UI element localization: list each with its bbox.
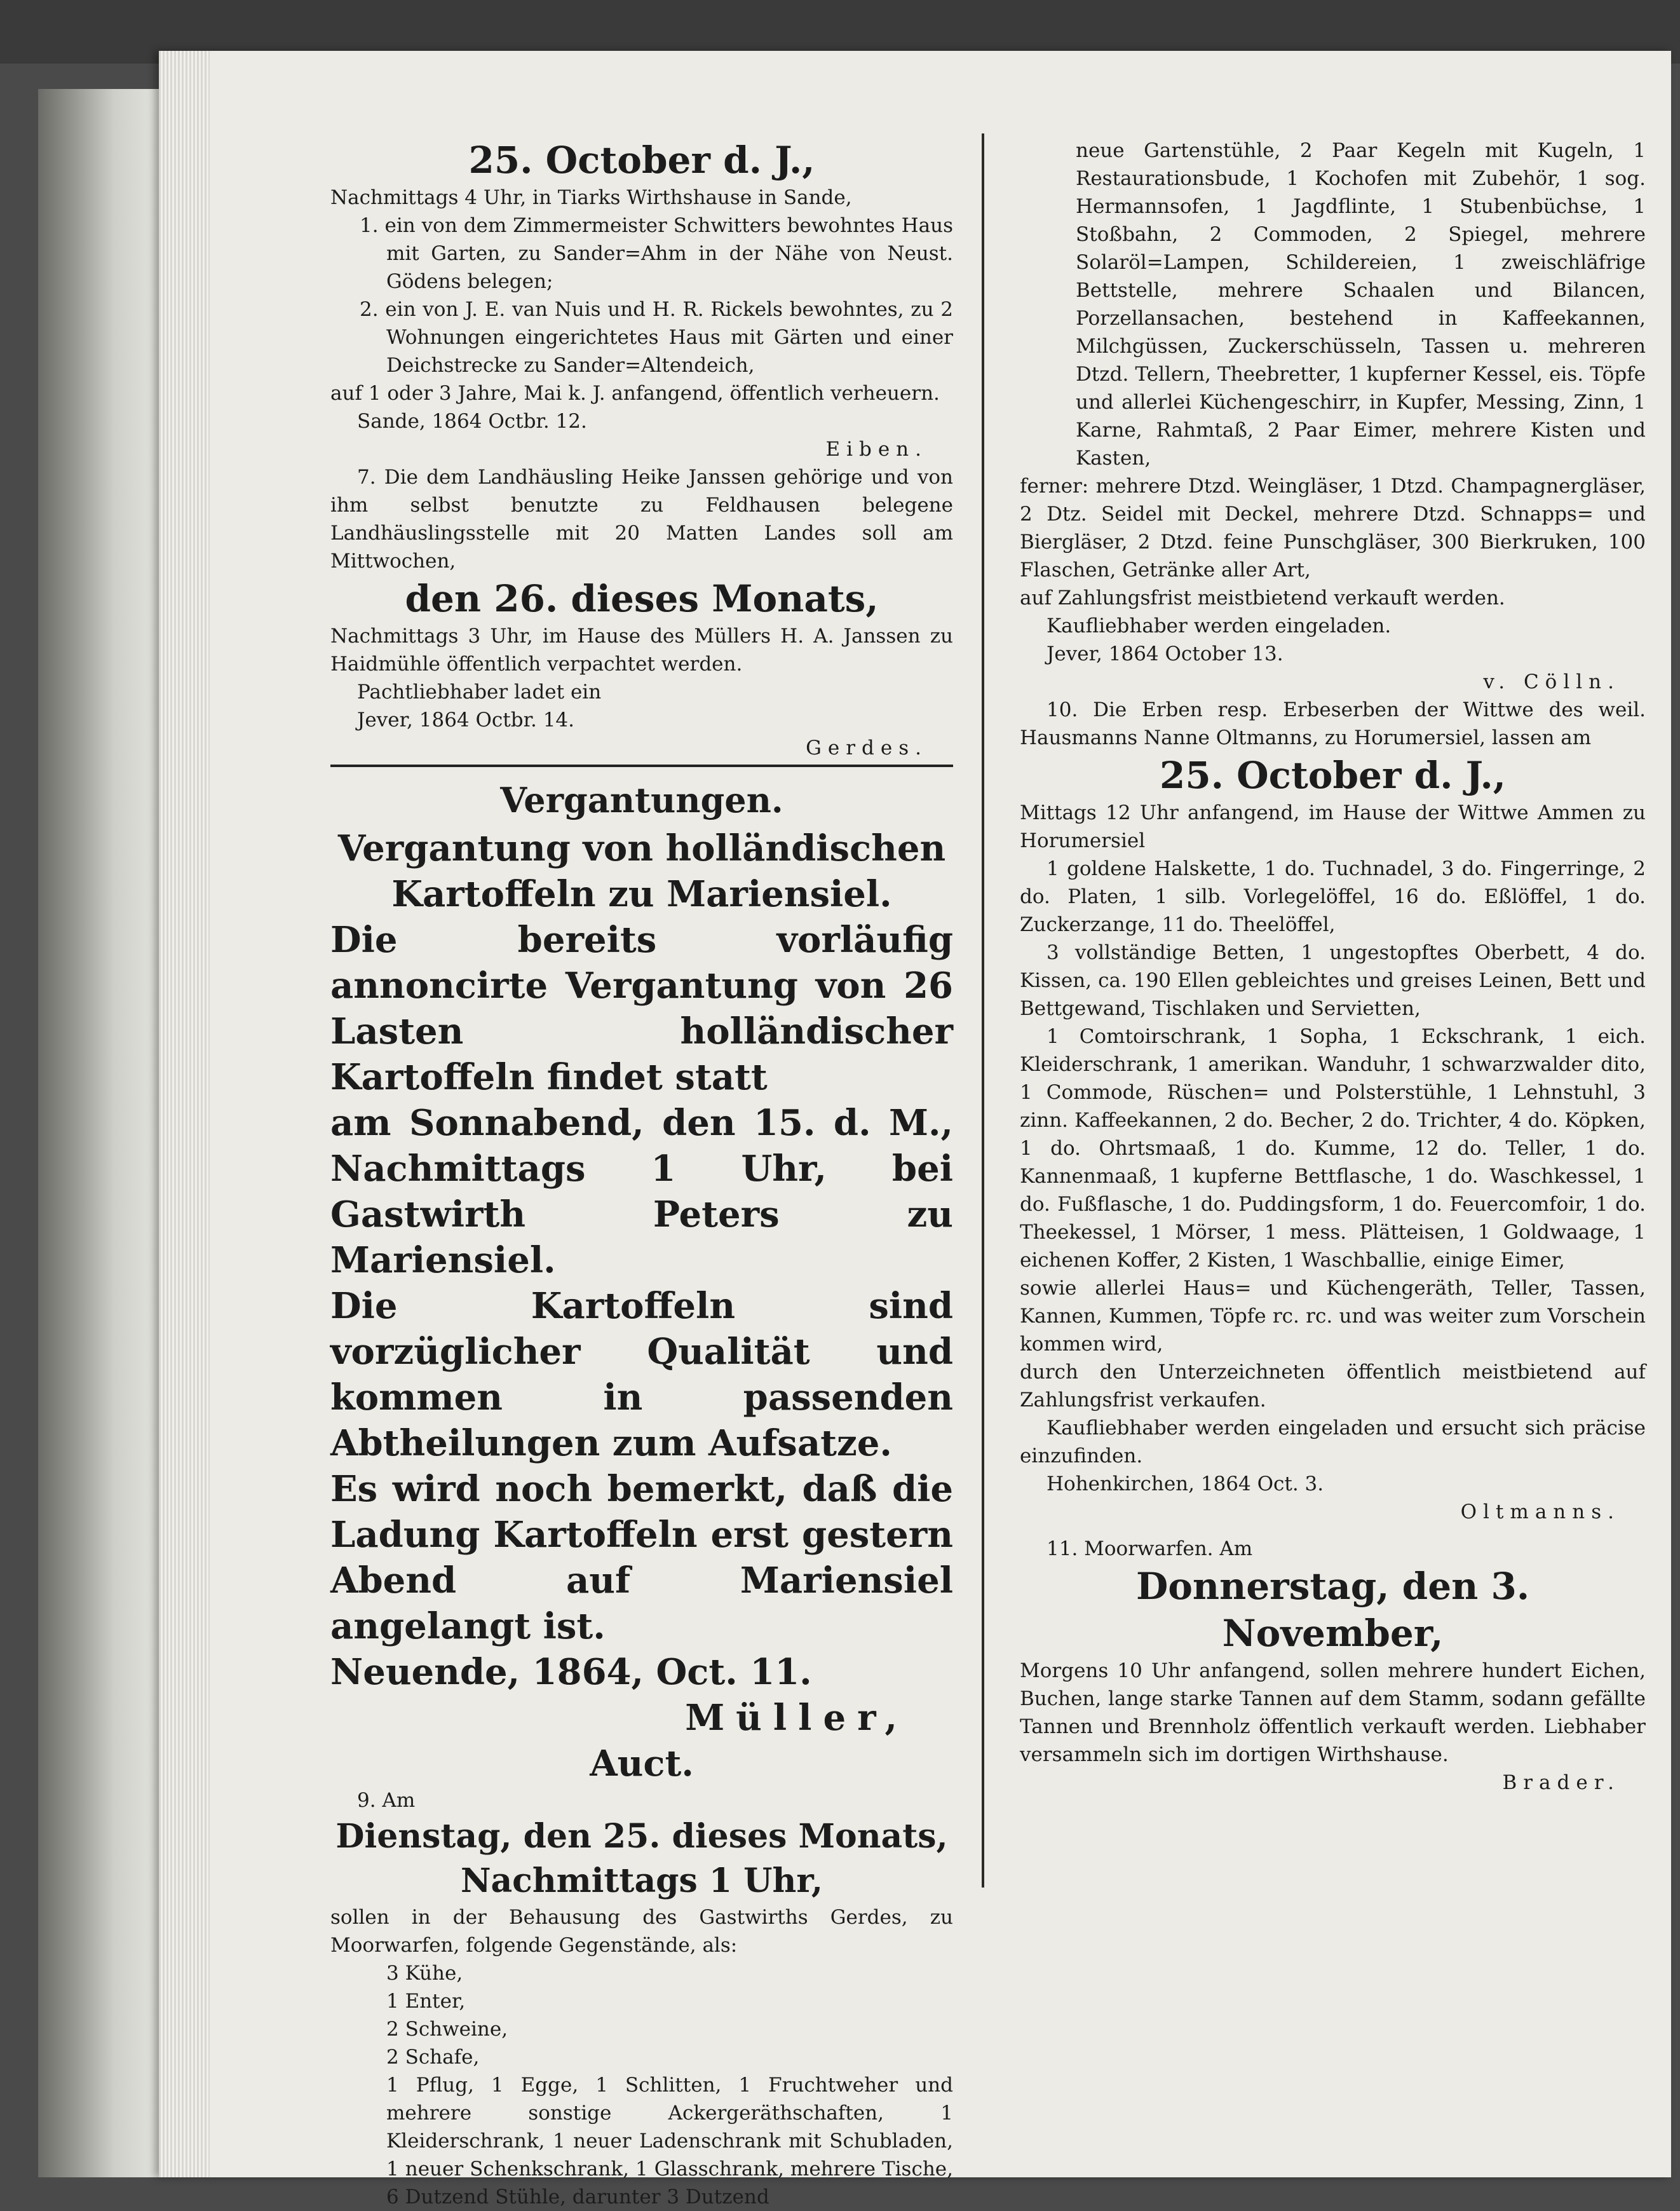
notice-7-invite: Pachtliebhaber ladet ein	[357, 681, 602, 704]
notice-date: Sande, 1864 Octbr. 12.	[357, 410, 587, 433]
right-column	[1020, 137, 1646, 1797]
ad-body-4: Es wird noch bemerkt, daß die Ladung Kartoffeln erst gestern Abend auf Mariensiel angelangt ist.	[330, 1468, 953, 1647]
list-item: 2 Schweine,	[386, 2018, 508, 2041]
spacer	[1020, 1526, 1646, 1535]
ad-body-2: am Sonnabend, den 15. d. M., Nachmittags 1 Uhr, bei Gastwirth Peters zu Mariensiel.	[330, 1102, 953, 1281]
ad-title: Vergantung von holländischen Kartoffeln zu Mariensiel.	[337, 827, 946, 915]
notice-7-text: Nachmittags 3 Uhr, im Hause des Müllers H. A. Janssen zu Haidmühle öffentlich verpachtet werden.	[330, 625, 953, 676]
notice-item-1: 1. ein von dem Zimmermeister Schwitters bewohntes Haus mit Garten, zu Sander=Ahm in der Nähe von Neust. Gödens belegen;	[360, 214, 953, 293]
list-item: 2 Schafe,	[386, 2046, 480, 2069]
notice-9-time: Nachmittags 1 Uhr,	[460, 1861, 823, 1900]
notice-9-continued: neue Gartenstühle, 2 Paar Kegeln mit Kugeln, 1 Restaurationsbude, 1 Kochofen mit Zubehör, 1 sog. Hermannsofen, 1 Jagdflinte, 1 Stubenbüchse, 1 Stoßbahn, 2 Commoden, 2 Spiegel, mehrere Solaröl=Lampen, Schildereien, 1 zweischläfrige Bettstelle, mehrere Schaalen und Bilancen, Porzellansachen, bestehend in Kaffeekannen, Milchgüssen, Zuckerschüsseln, Tassen u. mehreren Dtzd. Tellern, Theebretter, 1 kupferner Kessel, eis. Töpfe und allerlei Küchengeschirr, in Kupfer, Messing, Zinn, 1 Karne, Rahmtaß, 2 Paar Eimer, mehrere Kisten und Kasten,	[1076, 139, 1646, 470]
ad-body-3: Die Kartoffeln sind vorzüglicher Qualität und kommen in passenden Abtheilungen zum Aufsatze.	[330, 1285, 953, 1464]
notice-11-signature: Brader.	[1502, 1771, 1620, 1794]
notice-10-jewelry: 1 goldene Halskette, 1 do. Tuchnadel, 3 do. Fingerringe, 2 do. Platen, 1 silb. Vorlegelöffel, 16 do. Eßlöffel, 1 do. Zuckerzange, 11 do. Theelöffel,	[1020, 857, 1646, 936]
list-item: 3 Kühe,	[386, 1962, 463, 1985]
notice-10-misc: sowie allerlei Haus= und Küchengeräth, Teller, Tassen, Kannen, Kummen, Töpfe rc. rc. und was weiter zum Vorschein kommen wird,	[1020, 1277, 1646, 1356]
column-rule	[982, 133, 984, 1888]
notice-10-signature: Oltmanns.	[1460, 1500, 1620, 1523]
notice-10-invite: Kaufliebhaber werden eingeladen und ersucht sich präcise einzufinden.	[1020, 1417, 1646, 1467]
notice-10-intro: Mittags 12 Uhr anfangend, im Hause der Wittwe Ammen zu Horumersiel	[1020, 801, 1646, 852]
notice-10-furniture: 1 Comtoirschrank, 1 Sopha, 1 Eckschrank, 1 eich. Kleiderschrank, 1 amerikan. Wanduhr, 1 schwarzwalder dito, 1 Commode, Rüschen= und Polsterstühle, 1 Lehnstuhl, 3 zinn. Kaffeekannen, 2 do. Becher, 2 do. Trichter, 4 do. Köpken, 1 do. Ohrtsmaaß, 1 do. Kumme, 12 do. Teller, 1 do. Kannenmaaß, 1 kupferne Bettflasche, 1 do. Waschkessel, 1 do. Fußflasche, 1 do. Puddingsform, 1 do. Feuercomfoir, 1 do. Theekessel, 1 Mörser, 1 mess. Plätteisen, 1 Goldwaage, 1 eichenen Koffer, 2 Kisten, 1 Waschballie, einige Eimer,	[1020, 1025, 1646, 1272]
notice-date-heading: 25. October d. J.,	[468, 139, 815, 182]
notice-10-date: Hohenkirchen, 1864 Oct. 3.	[1047, 1473, 1324, 1495]
notice-10-terms: durch den Unterzeichneten öffentlich meistbietend auf Zahlungsfrist verkaufen.	[1020, 1361, 1646, 1412]
left-column	[330, 137, 953, 2211]
notice-7: 7. Die dem Landhäusling Heike Janssen gehörige und von ihm selbst benutzte zu Feldhausen belegene Landhäuslingsstelle mit 20 Matten Landes soll am Mittwochen,	[330, 466, 953, 573]
notice-9-heading: Dienstag, den 25. dieses Monats,	[335, 1817, 948, 1856]
notice-9-glassware: ferner: mehrere Dtzd. Weingläser, 1 Dtzd. Champagnergläser, 2 Dtz. Seidel mit Deckel, mehrere Dtzd. Schnapps= und Biergläser, 2 Dtzd. feine Punschgläser, 300 Bierkruken, 100 Flaschen, Getränke aller Art,	[1020, 475, 1646, 582]
notice-10-beds: 3 vollständige Betten, 1 ungestopftes Oberbett, 4 do. Kissen, ca. 190 Ellen gebleichtes und greises Leinen, Bett und Bettgewand, Tischlaken und Servietten,	[1020, 941, 1646, 1020]
notice-9-invite: Kaufliebhaber werden eingeladen.	[1047, 615, 1392, 637]
notice-9-terms: auf Zahlungsfrist meistbietend verkauft werden.	[1020, 587, 1505, 609]
notice-11: 11. Moorwarfen. Am	[1047, 1537, 1253, 1560]
section-heading: Vergantungen.	[500, 780, 783, 820]
ad-body-1: Die bereits vorläufig annoncirte Vergantung von 26 Lasten holländischer Kartoffeln findet statt	[330, 919, 953, 1098]
notice-9-signature: v. Cölln.	[1483, 670, 1620, 693]
notice-10: 10. Die Erben resp. Erbeserben der Wittwe des weil. Hausmanns Nanne Oltmanns, zu Horumersiel, lassen am	[1020, 698, 1646, 749]
notice-9: 9. Am	[357, 1789, 416, 1812]
notice-11-heading: Donnerstag, den 3. November,	[1135, 1565, 1530, 1655]
ad-date: Neuende, 1864, Oct. 11.	[330, 1651, 812, 1693]
ad-signature: Müller,	[685, 1697, 909, 1739]
page-edges	[159, 51, 210, 2177]
notice-intro: Nachmittags 4 Uhr, in Tiarks Wirthshause in Sande,	[330, 186, 852, 209]
notice-9-date: Jever, 1864 October 13.	[1047, 643, 1284, 665]
notice-7-date: Jever, 1864 Octbr. 14.	[357, 709, 574, 731]
notice-item-2: 2. ein von J. E. van Nuis und H. R. Rickels bewohntes, zu 2 Wohnungen eingerichtetes Haus mit Gärten und einer Deichstrecke zu Sander=Altendeich,	[360, 298, 953, 377]
ad-signature-title: Auct.	[590, 1743, 694, 1785]
notice-11-text: Morgens 10 Uhr anfangend, sollen mehrere hundert Eichen, Buchen, lange starke Tannen auf dem Stamm, sodann gefällte Tannen und Brennholz öffentlich verkauft werden. Liebhaber versammeln sich im dortigen Wirthshause.	[1020, 1659, 1646, 1766]
notice-signature: Eiben.	[825, 438, 928, 461]
notice-9-list: 1 Pflug, 1 Egge, 1 Schlitten, 1 Fruchtweher und mehrere sonstige Ackergeräthschaften, 1 Kleiderschrank, 1 neuer Ladenschrank mit Schubladen, 1 neuer Schenkschrank, 1 Glasschrank, mehrere Tische, 6 Dutzend Stühle, darunter 3 Dutzend	[386, 2074, 953, 2208]
notice-9-text: sollen in der Behausung des Gastwirths Gerdes, zu Moorwarfen, folgende Gegenstände, als:	[330, 1906, 953, 1957]
book-spine	[38, 89, 165, 2177]
list-item: 1 Enter,	[386, 1990, 466, 2013]
notice-7-heading: den 26. dieses Monats,	[405, 577, 879, 620]
notice-7-signature: Gerdes.	[806, 737, 928, 759]
notice-10-heading: 25. October d. J.,	[1160, 754, 1506, 797]
notice-terms: auf 1 oder 3 Jahre, Mai k. J. anfangend, öffentlich verheuern.	[330, 382, 940, 405]
section-divider	[330, 765, 953, 767]
